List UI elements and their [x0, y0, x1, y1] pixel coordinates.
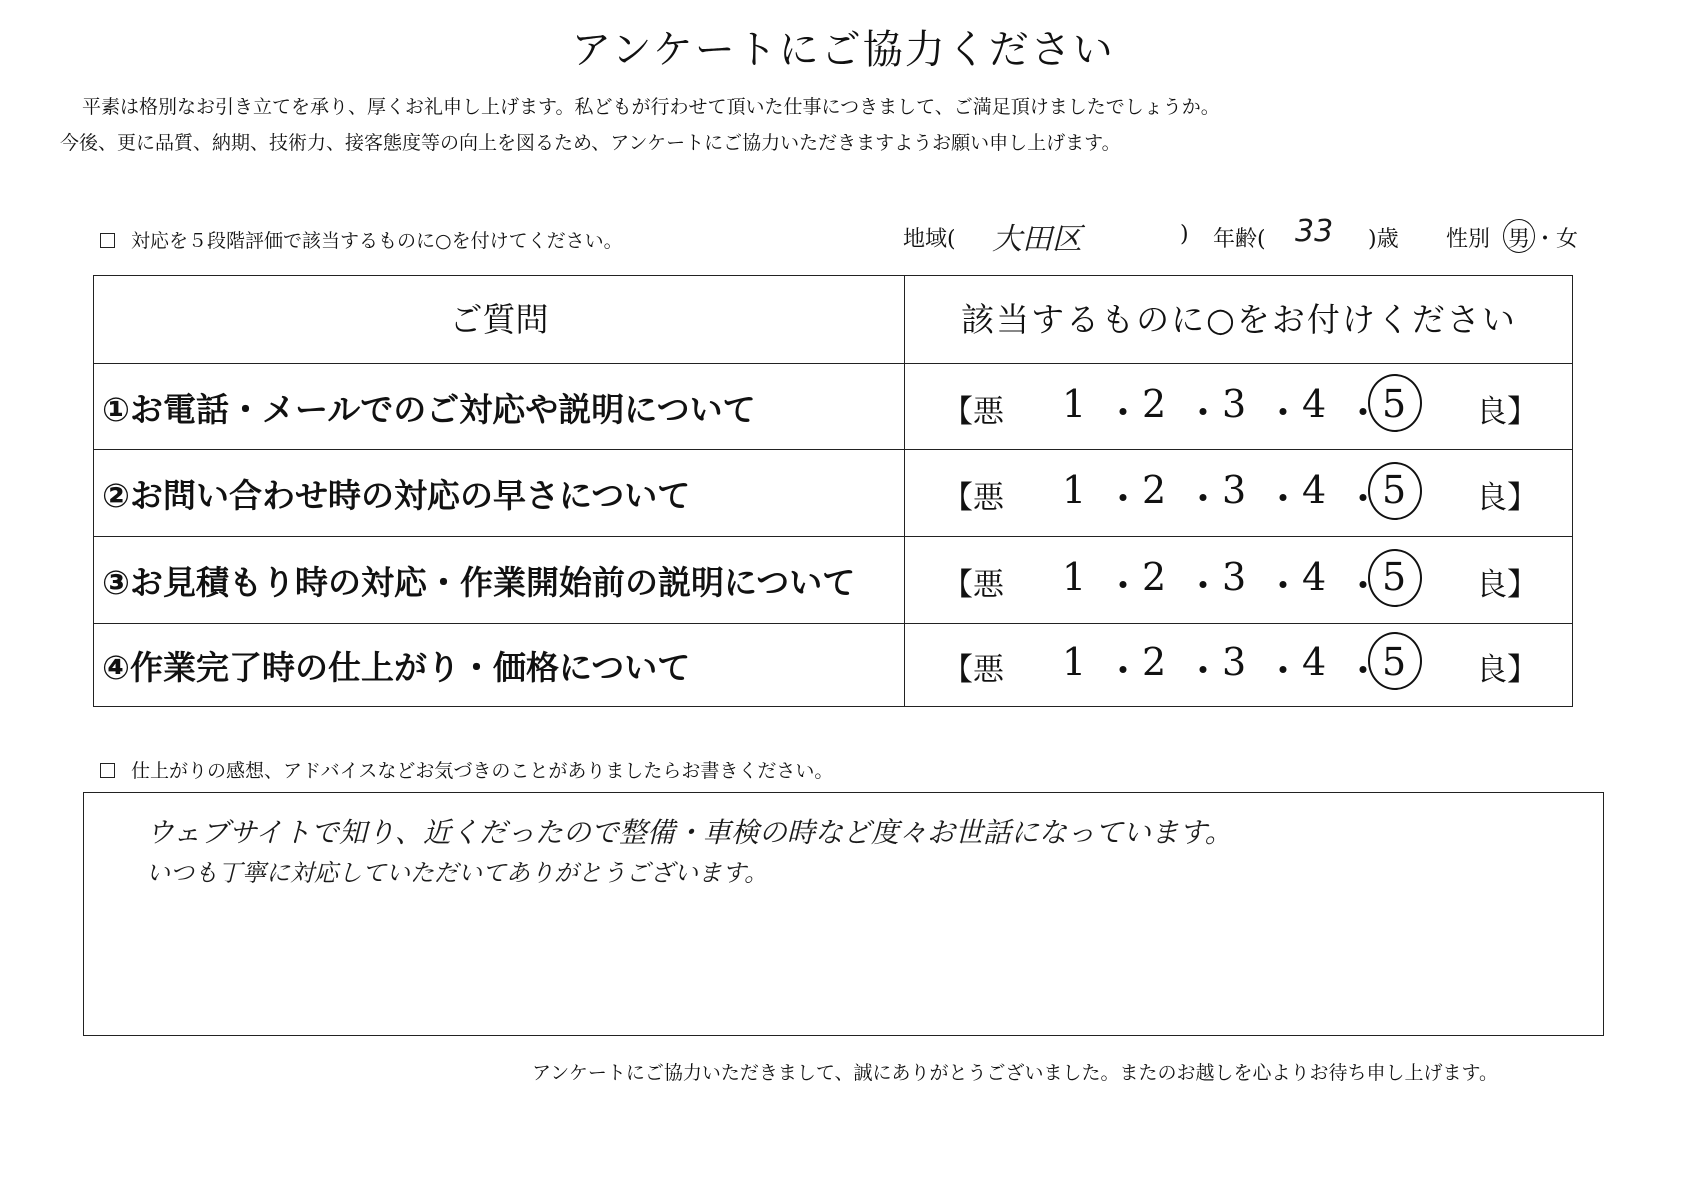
score-1[interactable]: 1: [1062, 555, 1087, 599]
score-4[interactable]: 4: [1302, 382, 1327, 426]
question-2: ②お問い合わせ時の対応の早さについて: [102, 476, 691, 515]
score-2[interactable]: 2: [1142, 382, 1167, 426]
scale-bad-label: 【悪: [942, 652, 1004, 688]
selected-circle: [1368, 632, 1422, 690]
table-row: [94, 536, 1572, 623]
closing-thanks: アンケートにご協力いただきまして、誠にありがとうございました。またのお越しを心よりお待ち申し上げます。: [532, 1062, 1498, 1084]
question-4: ④作業完了時の仕上がり・価格について: [102, 648, 691, 687]
score-sep: ・: [1104, 391, 1143, 435]
comment-line-2: いつも丁寧に対応していただいてありがとうございます。: [146, 859, 769, 887]
comment-instruction: [100, 756, 833, 783]
score-sep: ・: [1344, 391, 1383, 435]
table-row: [94, 363, 1572, 449]
gender-separator: ・: [1534, 227, 1557, 252]
region-value[interactable]: 大田区: [992, 222, 1082, 257]
score-5[interactable]: 5: [1382, 640, 1407, 684]
comment-instruction-text: 仕上がりの感想、アドバイスなどお気づきのことがありましたらお書きください。: [131, 760, 834, 782]
comment-line-1: ウェブサイトで知り、近くだったので整備・車検の時など度々お世話になっています。: [146, 816, 1233, 849]
score-3[interactable]: 3: [1222, 382, 1247, 426]
score-1[interactable]: 1: [1062, 468, 1087, 512]
score-5[interactable]: 5: [1382, 555, 1407, 599]
score-sep: ・: [1264, 649, 1303, 693]
score-sep: ・: [1104, 564, 1143, 608]
score-3[interactable]: 3: [1222, 555, 1247, 599]
table-row: [94, 449, 1572, 536]
region-close: ): [1180, 222, 1189, 247]
checkbox-square-icon: [100, 763, 115, 778]
scale-bad-label: 【悪: [942, 394, 1004, 430]
scale-good-label: 良】: [1476, 394, 1538, 430]
rating-instruction: [100, 226, 623, 253]
checkbox-square-icon: [100, 233, 115, 248]
score-sep: ・: [1184, 391, 1223, 435]
table-row: [94, 623, 1572, 706]
gender-male[interactable]: 男: [1508, 227, 1531, 252]
gender-selected-circle: [1503, 219, 1535, 253]
rating-instruction-text: 対応を５段階評価で該当するものに○を付けてください。: [131, 230, 623, 252]
score-2[interactable]: 2: [1142, 640, 1167, 684]
score-3[interactable]: 3: [1222, 640, 1247, 684]
score-sep: ・: [1184, 477, 1223, 521]
score-4[interactable]: 4: [1302, 640, 1327, 684]
rating-table: [93, 275, 1573, 707]
score-sep: ・: [1104, 477, 1143, 521]
intro-line-1: 平素は格別なお引き立てを承り、厚くお礼申し上げます。私どもが行わせて頂いた仕事につきまして、ご満足頂けましたでしょうか。: [82, 96, 1220, 118]
score-1[interactable]: 1: [1062, 382, 1087, 426]
score-2[interactable]: 2: [1142, 468, 1167, 512]
age-close: )歳: [1368, 227, 1399, 252]
selected-circle: [1368, 462, 1422, 520]
score-4[interactable]: 4: [1302, 555, 1327, 599]
score-sep: ・: [1184, 649, 1223, 693]
region-label: 地域(: [903, 227, 956, 252]
score-sep: ・: [1264, 477, 1303, 521]
score-sep: ・: [1264, 564, 1303, 608]
score-2[interactable]: 2: [1142, 555, 1167, 599]
score-sep: ・: [1184, 564, 1223, 608]
score-sep: ・: [1264, 391, 1303, 435]
age-value[interactable]: 33: [1295, 214, 1334, 249]
score-3[interactable]: 3: [1222, 468, 1247, 512]
score-sep: ・: [1344, 564, 1383, 608]
age-label: 年齢(: [1213, 227, 1266, 252]
comment-box[interactable]: [83, 792, 1604, 1036]
header-rating: 該当するものに○をお付けください: [961, 300, 1517, 339]
scale-bad-label: 【悪: [942, 480, 1004, 516]
selected-circle: [1368, 374, 1422, 432]
gender-female[interactable]: 女: [1556, 227, 1579, 252]
scale-good-label: 良】: [1476, 567, 1538, 603]
score-5[interactable]: 5: [1382, 468, 1407, 512]
score-1[interactable]: 1: [1062, 640, 1087, 684]
scale-good-label: 良】: [1476, 480, 1538, 516]
score-sep: ・: [1344, 649, 1383, 693]
selected-circle: [1368, 549, 1422, 607]
question-3: ③お見積もり時の対応・作業開始前の説明について: [102, 563, 856, 602]
score-sep: ・: [1344, 477, 1383, 521]
score-sep: ・: [1104, 649, 1143, 693]
score-4[interactable]: 4: [1302, 468, 1327, 512]
page-title: アンケートにご協力ください: [571, 27, 1115, 73]
scale-good-label: 良】: [1476, 652, 1538, 688]
scale-bad-label: 【悪: [942, 567, 1004, 603]
intro-line-2: 今後、更に品質、納期、技術力、接客態度等の向上を図るため、アンケートにご協力いただきますようお願い申し上げます。: [60, 132, 1121, 154]
header-question: ご質問: [449, 300, 549, 339]
question-1: ①お電話・メールでのご対応や説明について: [102, 390, 756, 429]
score-5[interactable]: 5: [1382, 382, 1407, 426]
gender-label: 性別: [1446, 227, 1491, 252]
